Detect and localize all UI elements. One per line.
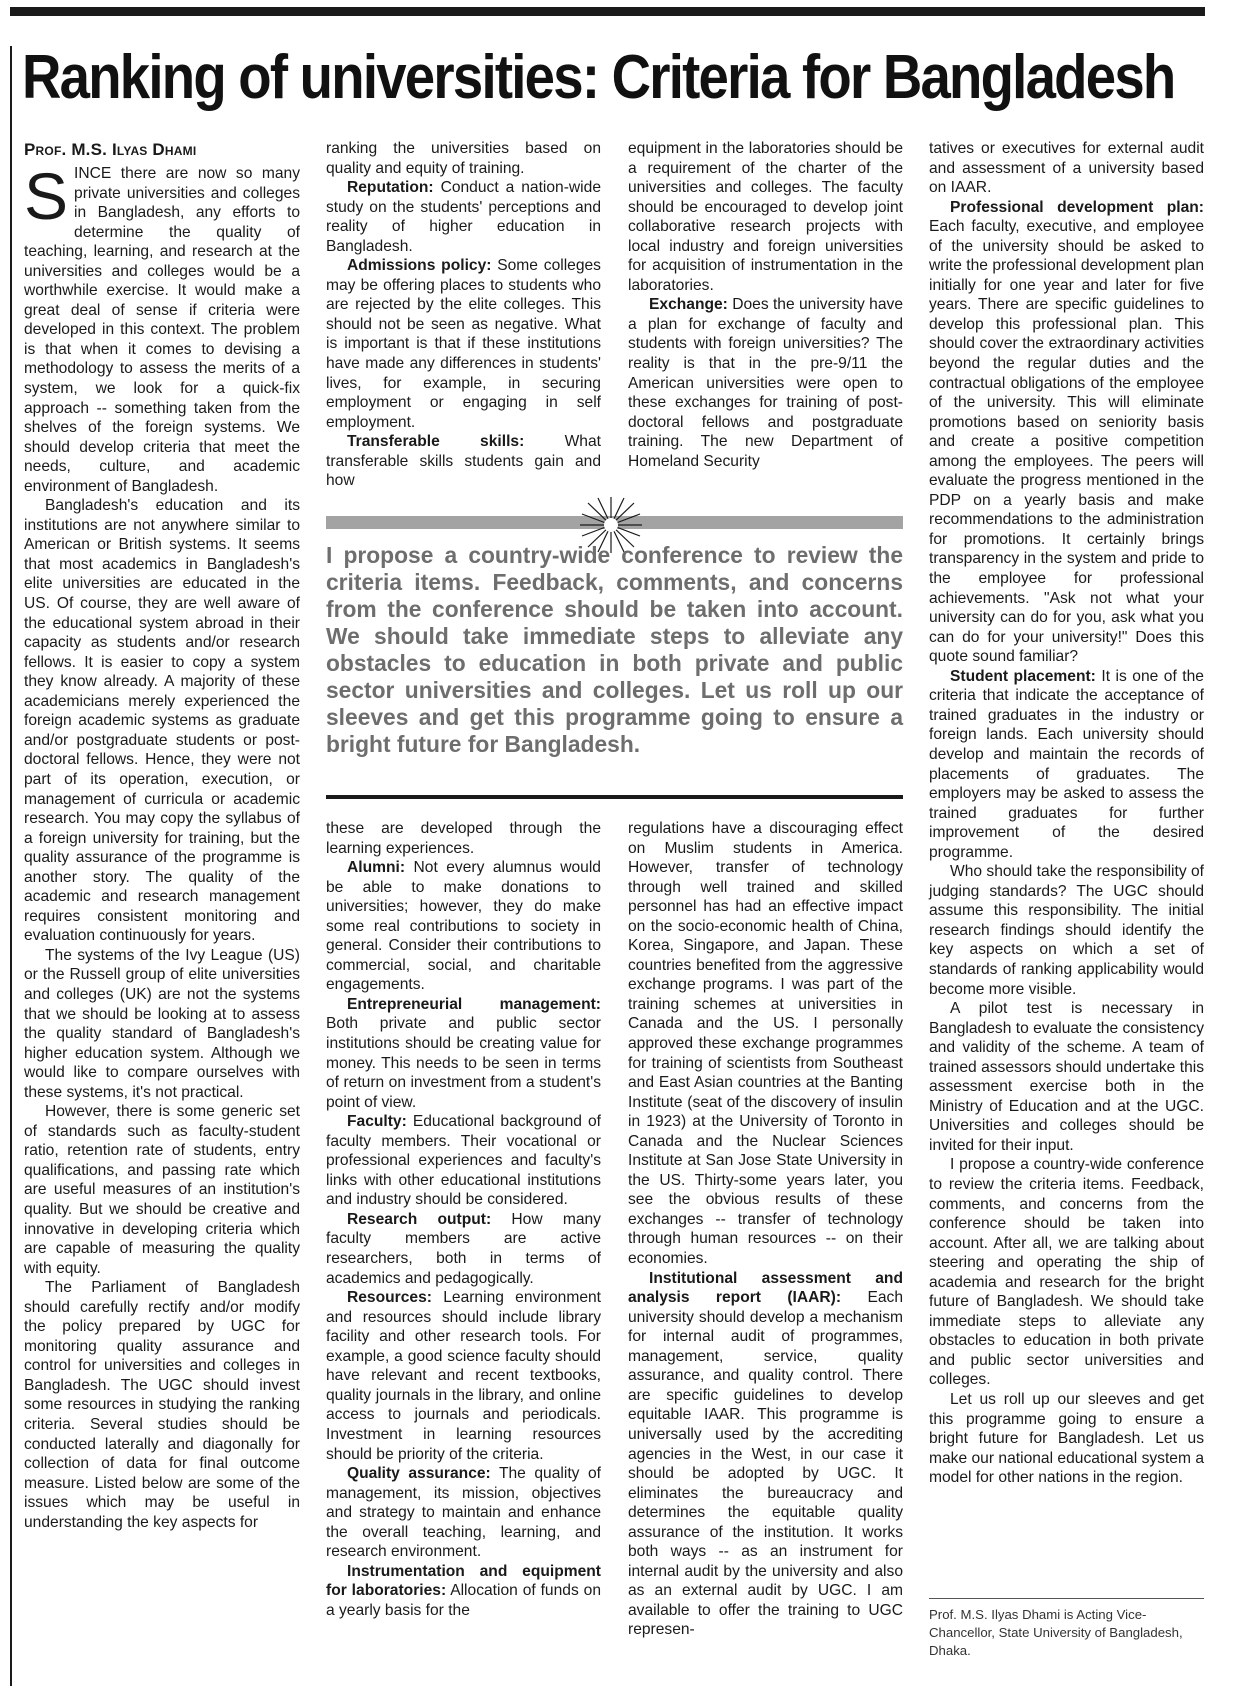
column-3-top xyxy=(628,139,903,471)
paragraph xyxy=(326,1464,601,1562)
subhead: Faculty: xyxy=(347,1113,407,1131)
paragraph-text: The quality of management, its mission, objectives and strategy to maintain and enhance the overall teaching, learning, and research environment. xyxy=(326,1465,601,1561)
paragraph xyxy=(326,1562,601,1621)
subhead: Research output: xyxy=(347,1210,492,1228)
paragraph xyxy=(326,1112,601,1210)
paragraph: The systems of the Ivy League (US) or the Russell group of elite universities and colleges (UK) are not the systems that we should be looking at to assess the quality standard of Bangladesh's higher education system. Although we would like to compare ourselves with these systems, it's not practical. xyxy=(24,946,300,1101)
subhead: Resources: xyxy=(347,1289,432,1307)
paragraph: these are developed through the learning experiences. xyxy=(326,820,601,857)
paragraph: Bangladesh's education and its institutions are not anywhere similar to American or British systems. It seems that most academics in Bangladesh's elite universities are educated in the US. Of course, they are well aware of the educational system abroad in their capacity as students and/or research fellows. It is easier to copy a system they know already. A majority of these academicians merely experienced the foreign academic systems as graduate and/or postgraduate students or post-doctoral fellows. Hence, they were not part of its operation, execution, or management of curricula or academic research. You may copy the syllabus of a foreign university for training, but the quality assurance of the programme is another story. The quality of the academic and research management requires consistent monitoring and evaluation continuously for years. xyxy=(24,497,300,945)
paragraph xyxy=(326,178,601,256)
subhead: Reputation: xyxy=(347,179,434,197)
paragraph: Who should take the responsibility of judging standards? The UGC should assume this responsibility. The initial research findings should identify the key aspects on which a set of standards of ranking applicability would become more visible. xyxy=(929,863,1204,998)
paragraph-text: Each faculty, executive, and employee of the university should be asked to write the professional development plan initially for one year and later for five years. There are specific guidelines to develop this professional plan. This should cover the extraordinary activities beyond the regular duties and the contractual obligations of the employee of the university. This will eliminate promotions based on seniority basis and create a positive competition among the employees. The peers will evaluate the progress mentioned in the PDP on a yearly basis and make recommendations to the administration for promotions. It certainly brings transparency in the system and pride to the employee for professional achievements. "Ask not what your university can do for you, ask what you can do for your university!" Does this quote sound familiar? xyxy=(929,218,1204,666)
paragraph: ranking the universities based on quality and equity of training. xyxy=(326,140,601,177)
paragraph: A pilot test is necessary in Bangladesh to evaluate the consistency and validity of the scheme. A team of trained assessors should undertake this assessment exercise both in the Ministry of Education and at the UGC. Universities and colleges should be invited for their input. xyxy=(929,1000,1204,1154)
paragraph: However, there is some generic set of standards such as faculty-student ratio, retention rate of students, entry qualifications, and passing rate which are useful measures of an institution's quality. But we should be creative and innovative in developing criteria which are capable of measuring the quality with equity. xyxy=(24,1103,300,1277)
paragraph: I propose a country-wide conference to review the criteria items. Feedback, comments, and concerns from the conference should be taken into account. After all, we are talking about steering and operating the ship of academia and research for the bright future of Bangladesh. We should take immediate steps to alleviate any obstacles to education in both private and public sector universities and colleges. xyxy=(929,1156,1204,1389)
subhead: Professional development plan: xyxy=(950,198,1204,216)
subhead: Instrumentation and equipment for laboratories: xyxy=(326,1562,601,1600)
paragraph: Let us roll up our sleeves and get this programme going to ensure a bright future for Bangladesh. Let us make our national educational system a model for other nations in the region. xyxy=(929,1391,1204,1487)
column-2-bottom xyxy=(326,819,601,1620)
author-footnote: Prof. M.S. Ilyas Dhami is Acting Vice-Chancellor, State University of Bangladesh, Dhaka. xyxy=(929,1607,1183,1658)
column-2-top xyxy=(326,139,601,491)
column-1 xyxy=(24,139,300,1532)
paragraph-text: Does the university have a plan for exchange of faculty and students with foreign universities? The reality is that in the pre-9/11 the American universities were open to these exchanges for training of post-doctoral fellows and postgraduate training. The new Department of Homeland Security xyxy=(628,296,903,470)
byline: Prof. M.S. Ilyas Dhami xyxy=(24,140,197,159)
paragraph: tatives or executives for external audit and assessment of a university based on IAAR. xyxy=(929,140,1204,197)
paragraph-text: Each university should develop a mechanism for internal audit of programmes, management, service, quality assurance, and quality control. There are specific guidelines to develop equitable IAAR. This programme is universally used by the accrediting agencies in the West, in our case it should be adopted by UGC. It eliminates the bureaucracy and determines the equitable quality assurance of the institution. It works both ways -- as an instrument for internal audit by the university and also as an external audit by UGC. I am available to offer the training to UGC represen- xyxy=(628,1289,903,1639)
paragraph-text: Both private and public sector institutions should be creating value for money. This needs to be seen in terms of return on investment from a student's point of view. xyxy=(326,1015,601,1111)
paragraph-text: Not every alumnus would be able to make donations to universities; however, they do make some real contributions to society in general. Consider their contributions to commercial, social, and charitable engagements. xyxy=(326,859,601,994)
top-rule xyxy=(10,7,1205,16)
column-3-bottom xyxy=(628,819,903,1640)
subhead: Student placement: xyxy=(950,667,1096,685)
paragraph: regulations have a discouraging effect on Muslim students in America. However, transfer of technology through well trained and skilled personnel has had an effective impact on the socio-economic health of China, Korea, Singapore, and Japan. These countries benefited from the aggressive exchange programs. I was part of the training schemes at universities in Canada and the US. I personally approved these exchange programmes for training of scientists from Southeast and East Asian countries at the Banting Institute (seat of the discovery of insulin in 1923) at the University of Toronto in Canada and the Nuclear Sciences Institute at San Jose State University in the US. Thirty-some years later, you see the obvious results of these exchanges -- transfer of technology through human resources -- on their economies. xyxy=(628,820,903,1268)
paragraph xyxy=(326,432,601,491)
paragraph-text: Educational background of faculty members. Their vocational or professional experiences and faculty's links with other educational institutions and industry should be considered. xyxy=(326,1113,601,1209)
subhead: Entrepreneurial management: xyxy=(347,995,601,1013)
subhead: Exchange: xyxy=(649,296,728,314)
footnote-rule xyxy=(929,1598,1204,1599)
subhead: Transferable skills: xyxy=(347,433,525,451)
paragraph-text: INCE there are now so many private universities and colleges in Bangladesh, any efforts to determine the quality of teaching, learning, and research at the universities and colleges would be a worthwhile exercise. It would make a great deal of sense if criteria were developed in this context. The problem is that when it comes to devising a methodology to assess the merits of a system, we look for a quick-fix approach -- something taken from the shelves of the foreign systems. We should develop criteria that meet the needs, culture, and academic environment of Bangladesh. xyxy=(24,165,300,495)
paragraph: equipment in the laboratories should be a requirement of the charter of the universities and colleges. The faculty should be encouraged to develop joint collaborative research projects with local industry and foreign universities for acquisition of instrumentation in the laboratories. xyxy=(628,140,903,294)
left-rule xyxy=(10,46,12,1686)
paragraph xyxy=(326,1288,601,1464)
paragraph xyxy=(326,858,601,995)
paragraph xyxy=(326,1210,601,1288)
paragraph xyxy=(628,1269,903,1640)
paragraph-text: Conduct a nation-wide study on the students' perceptions and reality of higher education in Bangladesh. xyxy=(326,179,601,255)
paragraph-text: Some colleges may be offering places to students who are rejected by the elite colleges. This should not be seen as negative. What is important is that if these institutions have made any differences in students' lives, for example, in securing employment or engaging in self employment. xyxy=(326,257,601,431)
paragraph xyxy=(929,198,1204,667)
pull-quote: I propose a country-wide conference to review the criteria items. Feedback, comments, and concerns from the conference should be taken into account. We should take immediate steps to alleviate any obstacles to education in both private and public sector universities and colleges. Let us roll up our sleeves and get this programme going to ensure a bright future for Bangladesh. xyxy=(326,542,903,757)
drop-cap: S xyxy=(24,159,69,233)
subhead: Alumni: xyxy=(347,859,406,877)
subhead: Admissions policy: xyxy=(347,257,492,275)
paragraph xyxy=(326,995,601,1112)
paragraph-text: Learning environment and resources should include library facility and other research tools. For example, a good science faculty should have relevant and recent textbooks, quality journals in the library, and online access to journals and periodicals. Investment in learning resources should be priority of the criteria. xyxy=(326,1289,601,1463)
column-4 xyxy=(929,139,1204,1488)
paragraph: The Parliament of Bangladesh should carefully rectify and/or modify the policy prepared by UGC for monitoring quality assurance and control for universities and colleges in Bangladesh. The UGC should invest some resources in studying the ranking criteria. Several studies should be conducted laterally and diagonally for collection of data for final outcome measure. Listed below are some of the issues which may be useful in understanding the key aspects for xyxy=(24,1279,300,1531)
paragraph-text: Allocation of funds on a yearly basis for the xyxy=(326,1582,601,1619)
paragraph xyxy=(24,159,300,496)
paragraph xyxy=(326,256,601,432)
headline: Ranking of universities: Criteria for Bangladesh xyxy=(22,43,1175,112)
paragraph-text: What transferable skills students gain and how xyxy=(326,433,601,490)
paragraph xyxy=(929,667,1204,862)
subhead: Quality assurance: xyxy=(347,1465,491,1483)
subhead: Institutional assessment and analysis report (IAAR): xyxy=(628,1269,903,1307)
paragraph-text: It is one of the criteria that indicate the acceptance of trained graduates in the industry or foreign lands. Each university should develop and maintain the records of placements of graduates. The employers may be asked to assess the trained graduates for further improvement of the desired programme. xyxy=(929,667,1204,861)
paragraph-text: How many faculty members are active researchers, both in terms of academics and pedagogically. xyxy=(326,1210,601,1287)
pullquote-rule xyxy=(326,795,903,799)
paragraph xyxy=(628,295,903,471)
